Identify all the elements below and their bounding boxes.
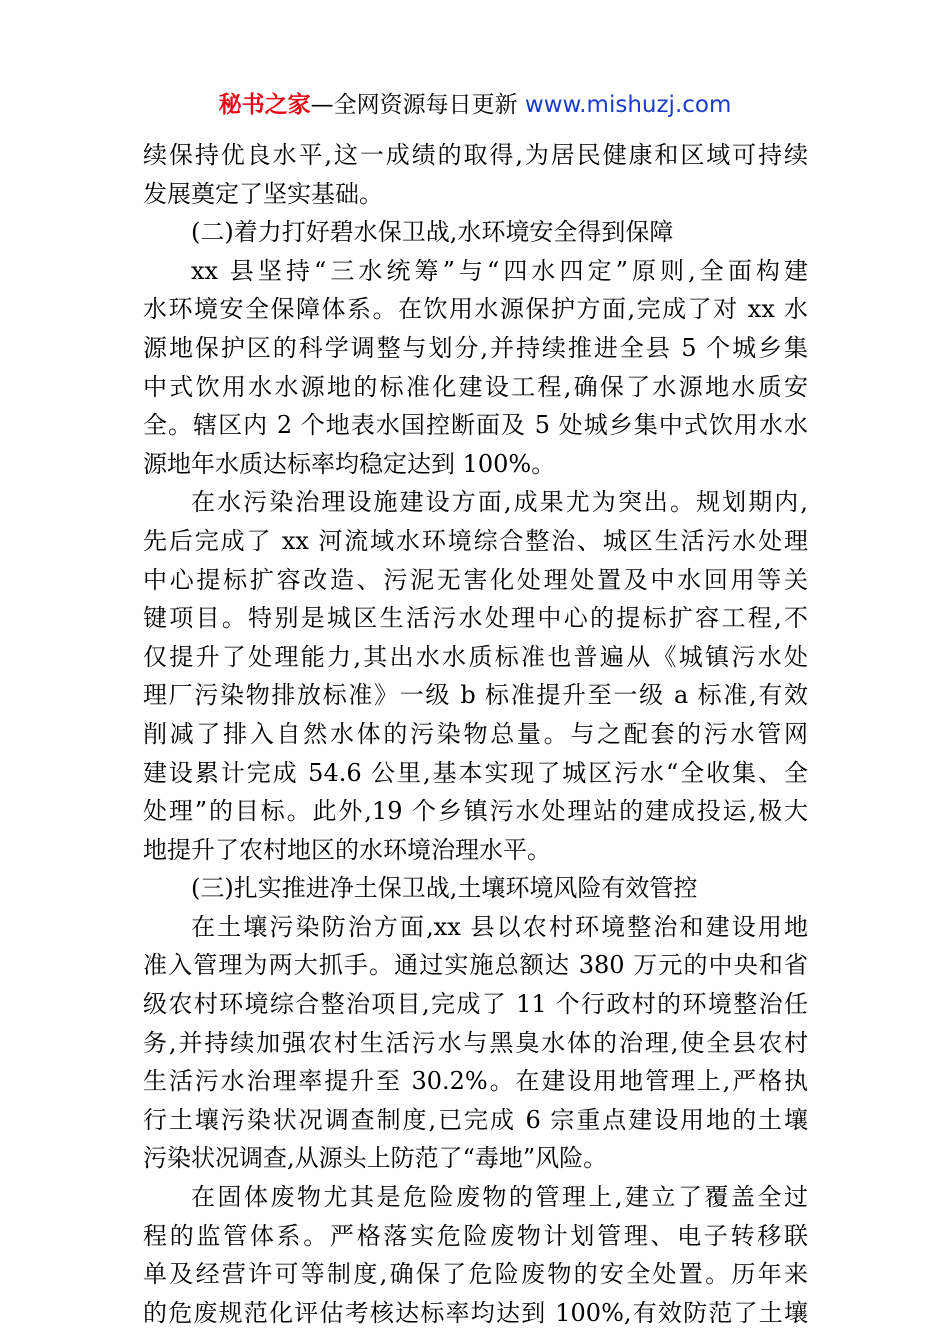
text-line: xx 县坚持“三水统筹”与“四水四定”原则,全面构建 [191,256,808,285]
text-line: 级农村环境综合整治项目,完成了 11 个行政村的环境整治任 [143,990,808,1019]
text-line: 在水污染治理设施建设方面,成果尤为突出。规划期内, [191,488,808,517]
text-line: 削减了排入自然水体的污染物总量。与之配套的污水管网 [143,719,808,748]
text-line: 生活污水治理率提升至 30.2%。在建设用地管理上,严格执 [143,1067,808,1096]
text-line: 准入管理为两大抓手。通过实施总额达 380 万元的中央和省 [143,951,808,980]
text-line: 仅提升了处理能力,其出水水质标准也普遍从《城镇污水处 [143,642,808,671]
text-line: 理厂污染物排放标准》一级 b 标准提升至一级 a 标准,有效 [143,681,808,710]
brand-name: 秘书之家 [218,92,311,118]
text-line: 键项目。特别是城区生活污水处理中心的提标扩容工程,不 [143,604,808,633]
header-tagline: —全网资源每日更新 [310,92,518,118]
text-line: 中式饮用水水源地的标准化建设工程,确保了水源地水质安 [143,372,808,401]
text-line: 先后完成了 xx 河流域水环境综合整治、城区生活污水处理 [143,526,808,555]
section-heading: (三)扎实推进净土保卫战,土壤环境风险有效管控 [191,874,698,903]
text-line: 续保持优良水平,这一成绩的取得,为居民健康和区域可持续 [143,141,808,169]
document-body [143,136,808,1332]
text-line: 行土壤污染状况调查制度,已完成 6 宗重点建设用地的土壤 [143,1105,808,1134]
page-header [0,88,950,122]
text-line: 务,并持续加强农村生活污水与黑臭水体的治理,使全县农村 [143,1028,808,1057]
section-heading: (二)着力打好碧水保卫战,水环境安全得到保障 [191,218,674,247]
text-line: 的危废规范化评估考核达标率均达到 100%,有效防范了土壤 [143,1298,808,1327]
text-line: 处理”的目标。此外,19 个乡镇污水处理站的建成投运,极大 [143,797,808,826]
text-line: 地提升了农村地区的水环境治理水平。 [143,835,551,864]
text-line: 源地保护区的科学调整与划分,并持续推进全县 5 个城乡集 [143,333,808,362]
text-line: 中心提标扩容改造、污泥无害化处理处置及中水回用等关 [143,565,808,594]
text-line: 在土壤污染防治方面,xx 县以农村环境整治和建设用地 [191,912,808,941]
text-line: 在固体废物尤其是危险废物的管理上,建立了覆盖全过 [191,1183,808,1212]
text-line: 程的监管体系。严格落实危险废物计划管理、电子转移联 [143,1221,808,1250]
text-line: 源地年水质达标率均稳定达到 100%。 [143,449,556,478]
text-line: 污染状况调查,从源头上防范了“毒地”风险。 [143,1144,608,1173]
text-line: 建设累计完成 54.6 公里,基本实现了城区污水“全收集、全 [143,758,808,787]
website-link[interactable]: www.mishuzj.com [524,92,732,118]
text-line: 发展奠定了坚实基础。 [143,179,383,208]
text-line: 全。辖区内 2 个地表水国控断面及 5 处城乡集中式饮用水水 [143,411,808,440]
text-line: 单及经营许可等制度,确保了危险废物的安全处置。历年来 [143,1260,808,1289]
text-line: 水环境安全保障体系。在饮用水源保护方面,完成了对 xx 水 [143,295,808,324]
